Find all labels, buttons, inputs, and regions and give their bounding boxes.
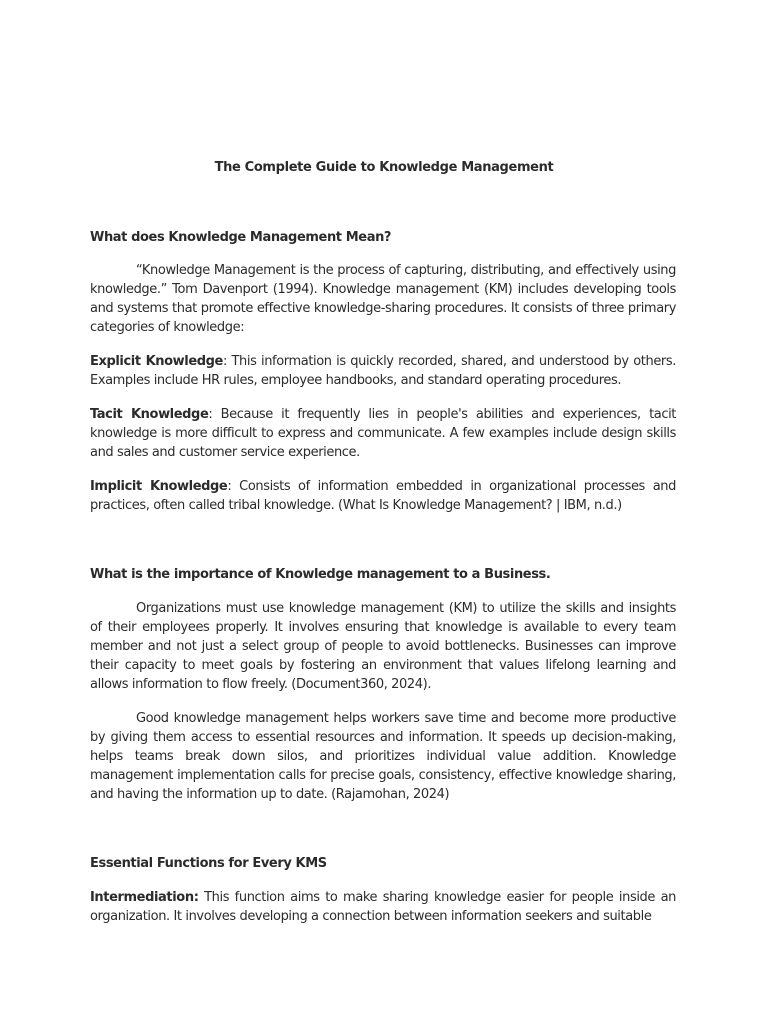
section-heading-km-importance: What is the importance of Knowledge management to a Business. <box>90 567 551 582</box>
implicit-knowledge-text: : Consists of information embedded in organizational processes and practices, often called tribal knowledge. (What Is Knowledge Management? | IBM, n.d.) <box>90 479 676 513</box>
intermediation-paragraph <box>90 888 676 926</box>
tacit-knowledge-paragraph <box>90 405 676 462</box>
km-intro-paragraph: “Knowledge Management is the process of capturing, distributing, and effectively using knowledge.” Tom Davenport (1994). Knowledge management (KM) includes developing tools and systems that promote effective knowledge-sharing procedures. It consists of three primary categories of knowledge: <box>90 263 676 335</box>
explicit-knowledge-text: : This information is quickly recorded, shared, and understood by others. Examples include HR rules, employee handbooks, and standard operating procedures. <box>90 354 676 388</box>
document-body <box>90 228 676 926</box>
explicit-knowledge-paragraph <box>90 352 676 390</box>
intermediation-text: This function aims to make sharing knowledge easier for people inside an organization. It involves developing a connection between information seekers and suitable <box>90 890 676 924</box>
section-heading-kms-functions: Essential Functions for Every KMS <box>90 856 327 871</box>
implicit-knowledge-label: Implicit Knowledge <box>90 479 228 494</box>
km-importance-paragraph-1: Organizations must use knowledge management (KM) to utilize the skills and insights of their employees properly. It involves ensuring that knowledge is available to every team member and not just a select group of people to avoid bottlenecks. Businesses can improve their capacity to meet goals by fostering an environment that values lifelong learning and allows information to flow freely. (Document360, 2024). <box>90 601 676 692</box>
km-importance-paragraph-2: Good knowledge management helps workers save time and become more productive by giving them access to essential resources and information. It speeds up decision-making, helps teams break down silos, and prioritizes individual value addition. Knowledge management implementation calls for precise goals, consistency, effective knowledge sharing, and having the information up to date. (Rajamohan, 2024) <box>90 711 676 802</box>
intermediation-label: Intermediation: <box>90 890 199 905</box>
tacit-knowledge-label: Tacit Knowledge <box>90 407 209 422</box>
document-title: The Complete Guide to Knowledge Management <box>214 160 554 175</box>
explicit-knowledge-label: Explicit Knowledge <box>90 354 223 369</box>
section-heading-km-meaning: What does Knowledge Management Mean? <box>90 230 392 245</box>
tacit-knowledge-text: : Because it frequently lies in people's abilities and experiences, tacit knowledge is more difficult to express and communicate. A few examples include design skills and sales and customer service experience. <box>90 407 676 460</box>
implicit-knowledge-paragraph <box>90 477 676 515</box>
